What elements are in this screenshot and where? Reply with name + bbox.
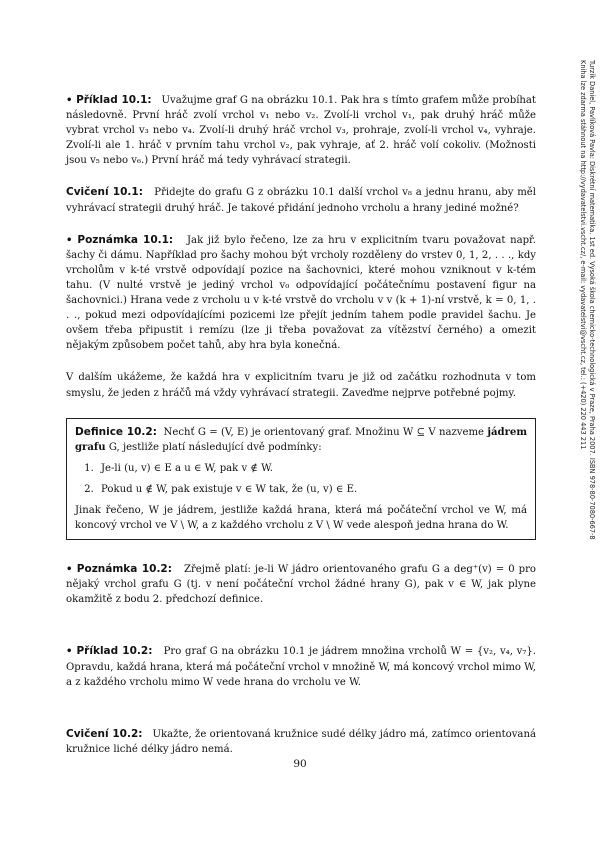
exercise-10-1-text: Přidejte do grafu G z obrázku 10.1 další vrchol v₈ a jednu hranu, aby měl vyhrávací strategii druhý hráč. Je takové přidání jednoho vrcholu a hrany jediné možné? <box>66 187 536 214</box>
exercise-10-1-label: Cvičení 10.1: <box>66 186 143 199</box>
definition-10-2-closing: Jinak řečeno, W je jádrem, jestliže každá hrana, která má počáteční vrchol ve W, má koncový vrchol ve V \ W, a z každého vrcholu z V \ W vede alespoň jedna hrana do W. <box>75 504 527 532</box>
bullet-icon: • <box>66 564 77 576</box>
example-10-1 <box>66 93 536 168</box>
note-10-1-text: Jak již bylo řečeno, lze za hru v explicitním tvaru považovat např. šachy či dámu. Například pro šachy mohou být vrcholy rozděleny do vrstev 0, 1, 2, . . ., kdy vrcholům v k-té vrstvě odpovídají pozice na šachovnici, které mohou vzniknout v k-tém tahu. (V nulté vrstvě je jediný vrchol v₀ odpovídající počátečnímu postavení figur na šachovnici.) Hrana vede z vrcholu u v k-té vrstvě do vrcholu v v (k + 1)-ní vrstvě, k = 0, 1, . . ., pokud mezi odpovídajícími pozicemi lze přejít jedním tahem podle pravidel šachu. Je ovšem třeba připustit i remízu (lze ji třeba považovat za vítězství černého) a omezit nějakým způsobem počet tahů, aby hra byla konečná. <box>66 234 536 352</box>
paragraph-intro: V dalším ukážeme, že každá hra v explicitním tvaru je již od začátku rozhodnuta v tom smyslu, že jeden z hráčů má vždy vyhrávací strategii. Zaveďme nejprve potřebné pojmy. <box>66 372 536 399</box>
note-10-1-label: Poznámka 10.1: <box>77 233 174 246</box>
exercise-10-2 <box>66 727 536 757</box>
sidebar-download-info: Kniha lze zdarma stáhnout na http://vydavatelstvi.vscht.cz/, e-mail: vydavatelstvi@vscht.cz, tel.: (+420) 220 443 211 <box>579 60 587 450</box>
definition-10-2-box <box>66 418 536 541</box>
definition-condition-1: 1. Je-li (u, v) ∈ E a u ∈ W, pak v ∉ W. <box>97 461 527 476</box>
example-10-2-text: Pro graf G na obrázku 10.1 je jádrem množina vrcholů W = {v₂, v₄, v₇}. Opravdu, každá hrana, která má počáteční vrchol v množině W, má koncový vrchol mimo W, a z každého vrcholu mimo W vede hrana do vrcholu ve W. <box>66 646 537 688</box>
definition-10-2-intro-text: Nechť G = (V, E) je orientovaný graf. Množinu W ⊆ V nazveme <box>163 426 485 438</box>
definition-10-2-term: jádrem grafu <box>75 426 527 453</box>
note-10-1 <box>66 233 536 354</box>
exercise-10-2-text: Ukažte, že orientovaná kružnice sudé délky jádro má, zatímco orientovaná kružnice liché délky jádro nemá. <box>66 728 536 755</box>
sidebar-citation: Turzík Daniel, Pavlíková Pavla: Diskrétní matematika. 1st ed. Vysoká škola chemicko-technologická v Praze, Praha 2007. ISBN 978-80-7080-667-8 <box>588 60 596 540</box>
bullet-icon: • <box>66 234 78 246</box>
page-content <box>66 93 536 774</box>
note-10-2-label: Poznámka 10.2: <box>76 563 172 576</box>
example-10-2-label: Příklad 10.2: <box>76 645 153 658</box>
note-10-2 <box>66 562 536 607</box>
exercise-10-2-label: Cvičení 10.2: <box>66 727 143 740</box>
copyright-sidebar <box>566 60 596 580</box>
copyright-sidebar-text <box>578 60 596 580</box>
definition-10-2-conditions <box>75 461 527 497</box>
definition-condition-2: 2. Pokud u ∉ W, pak existuje v ∈ W tak, že (u, v) ∈ E. <box>97 482 527 497</box>
definition-10-2-label: Definice 10.2: <box>75 425 157 438</box>
spacer <box>66 707 536 727</box>
note-10-2-text: Zřejmě platí: je-li W jádro orientovaného grafu G a deg⁺(v) = 0 pro nějaký vrchol grafu G (tj. v není počáteční vrchol žádné hrany G), pak v ∈ W, jak plyne okamžitě z bodu 2. předchozí definice. <box>66 564 536 606</box>
example-10-1-label: Příklad 10.1: <box>76 94 152 106</box>
spacer <box>66 624 536 644</box>
exercise-10-1 <box>66 185 536 215</box>
definition-10-2-intro-end: G, jestliže platí následující dvě podmínky: <box>108 441 322 453</box>
example-10-2 <box>66 644 536 689</box>
page-number: 90 <box>293 758 307 770</box>
bullet-icon: • <box>66 95 77 106</box>
example-10-1-text: Uvažujme graf G na obrázku 10.1. Pak hra s tímto grafem může probíhat následovně. První hráč zvolí vrchol v₁ nebo v₂. Zvolí-li vrchol v₁, pak druhý hráč může vybrat vrchol v₃ nebo v₄. Zvolí-li druhý hráč vrchol v₃, prohraje, zvolí-li vrchol v₄, vyhraje. Zvolí-li ale 1. hráč v prvním tahu vrchol v₂, pak vyhraje, ať 2. hráč volí cokoliv. (Možnosti jsou v₅ nebo v₆.) První hráč má tedy vyhrávací strategii. <box>66 95 536 167</box>
definition-10-2-intro <box>75 425 527 455</box>
bullet-icon: • <box>66 646 77 658</box>
